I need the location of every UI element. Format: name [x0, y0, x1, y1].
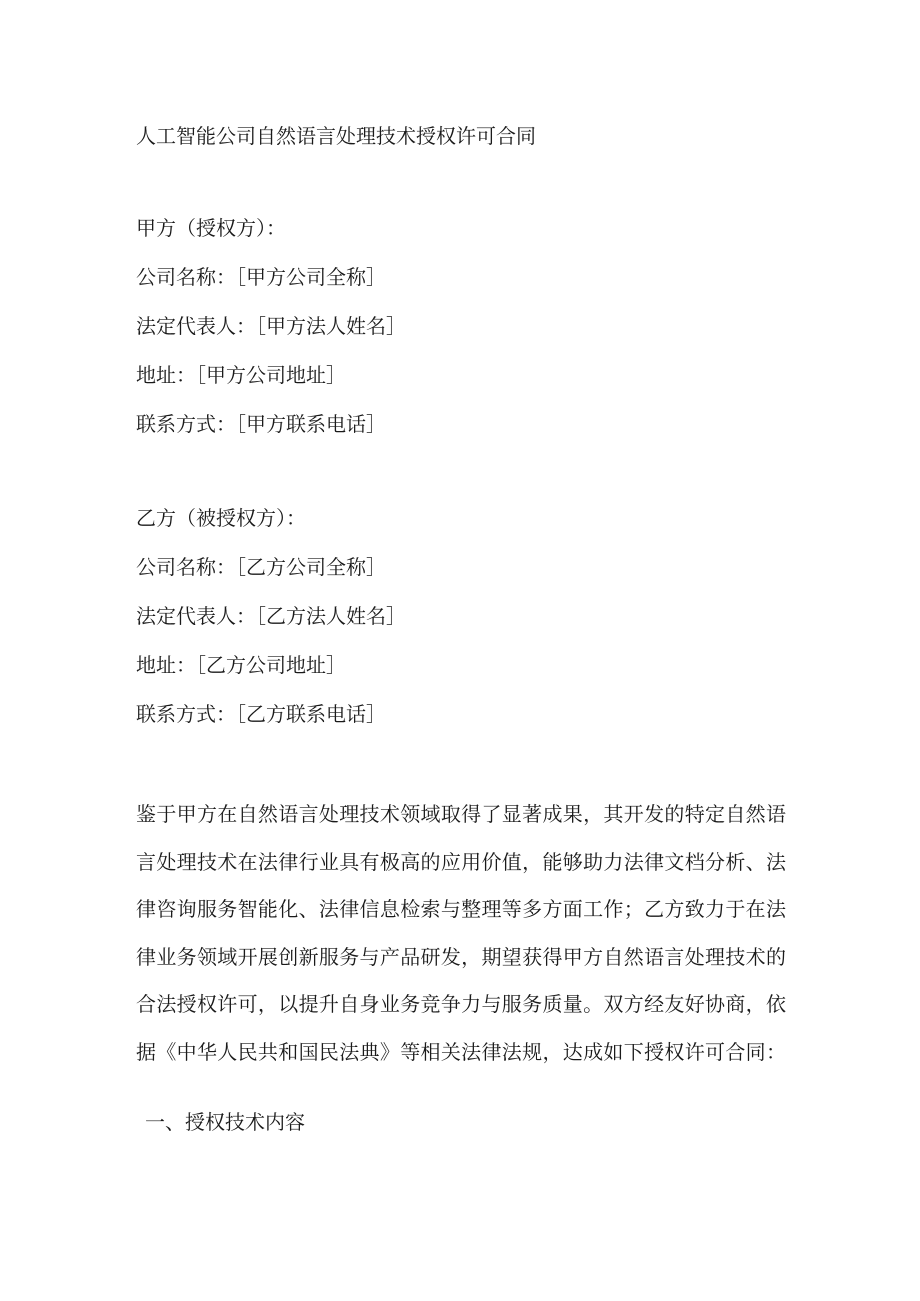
party-b-legal-rep: 法定代表人：［乙方法人姓名］	[136, 604, 406, 628]
section-1-heading: 一、授权技术内容	[145, 1110, 305, 1134]
party-a-company-name: 公司名称：［甲方公司全称］	[136, 265, 386, 289]
party-b-heading: 乙方（被授权方）：	[136, 506, 306, 530]
party-b-company-name: 公司名称：［乙方公司全称］	[136, 555, 386, 579]
preamble-line: 鉴于甲方在自然语言处理技术领域取得了显著成果，其开发的特定自然语	[136, 802, 786, 826]
document-title: 人工智能公司自然语言处理技术授权许可合同	[136, 124, 536, 148]
preamble-line: 言处理技术在法律行业具有极高的应用价值，能够助力法律文档分析、法	[136, 849, 786, 874]
preamble-line: 律业务领域开展创新服务与产品研发，期望获得甲方自然语言处理技术的	[136, 944, 786, 969]
preamble-line: 律咨询服务智能化、法律信息检索与整理等多方面工作；乙方致力于在法	[136, 897, 786, 921]
party-a-heading: 甲方（授权方）：	[136, 216, 286, 240]
party-b-block	[136, 504, 406, 749]
party-a-block	[136, 214, 406, 459]
preamble-line: 据《中华人民共和国民法典》等相关法律法规，达成如下授权许可合同：	[136, 1039, 786, 1064]
party-a-contact: 联系方式：［甲方联系电话］	[136, 412, 386, 436]
party-b-address: 地址：［乙方公司地址］	[136, 653, 346, 677]
preamble-paragraph	[136, 791, 786, 1076]
party-b-contact: 联系方式：［乙方联系电话］	[136, 702, 386, 726]
preamble-line: 合法授权许可，以提升自身业务竞争力与服务质量。双方经友好协商，依	[136, 992, 786, 1016]
party-a-legal-rep: 法定代表人：［甲方法人姓名］	[136, 314, 406, 338]
party-a-address: 地址：［甲方公司地址］	[136, 363, 346, 387]
